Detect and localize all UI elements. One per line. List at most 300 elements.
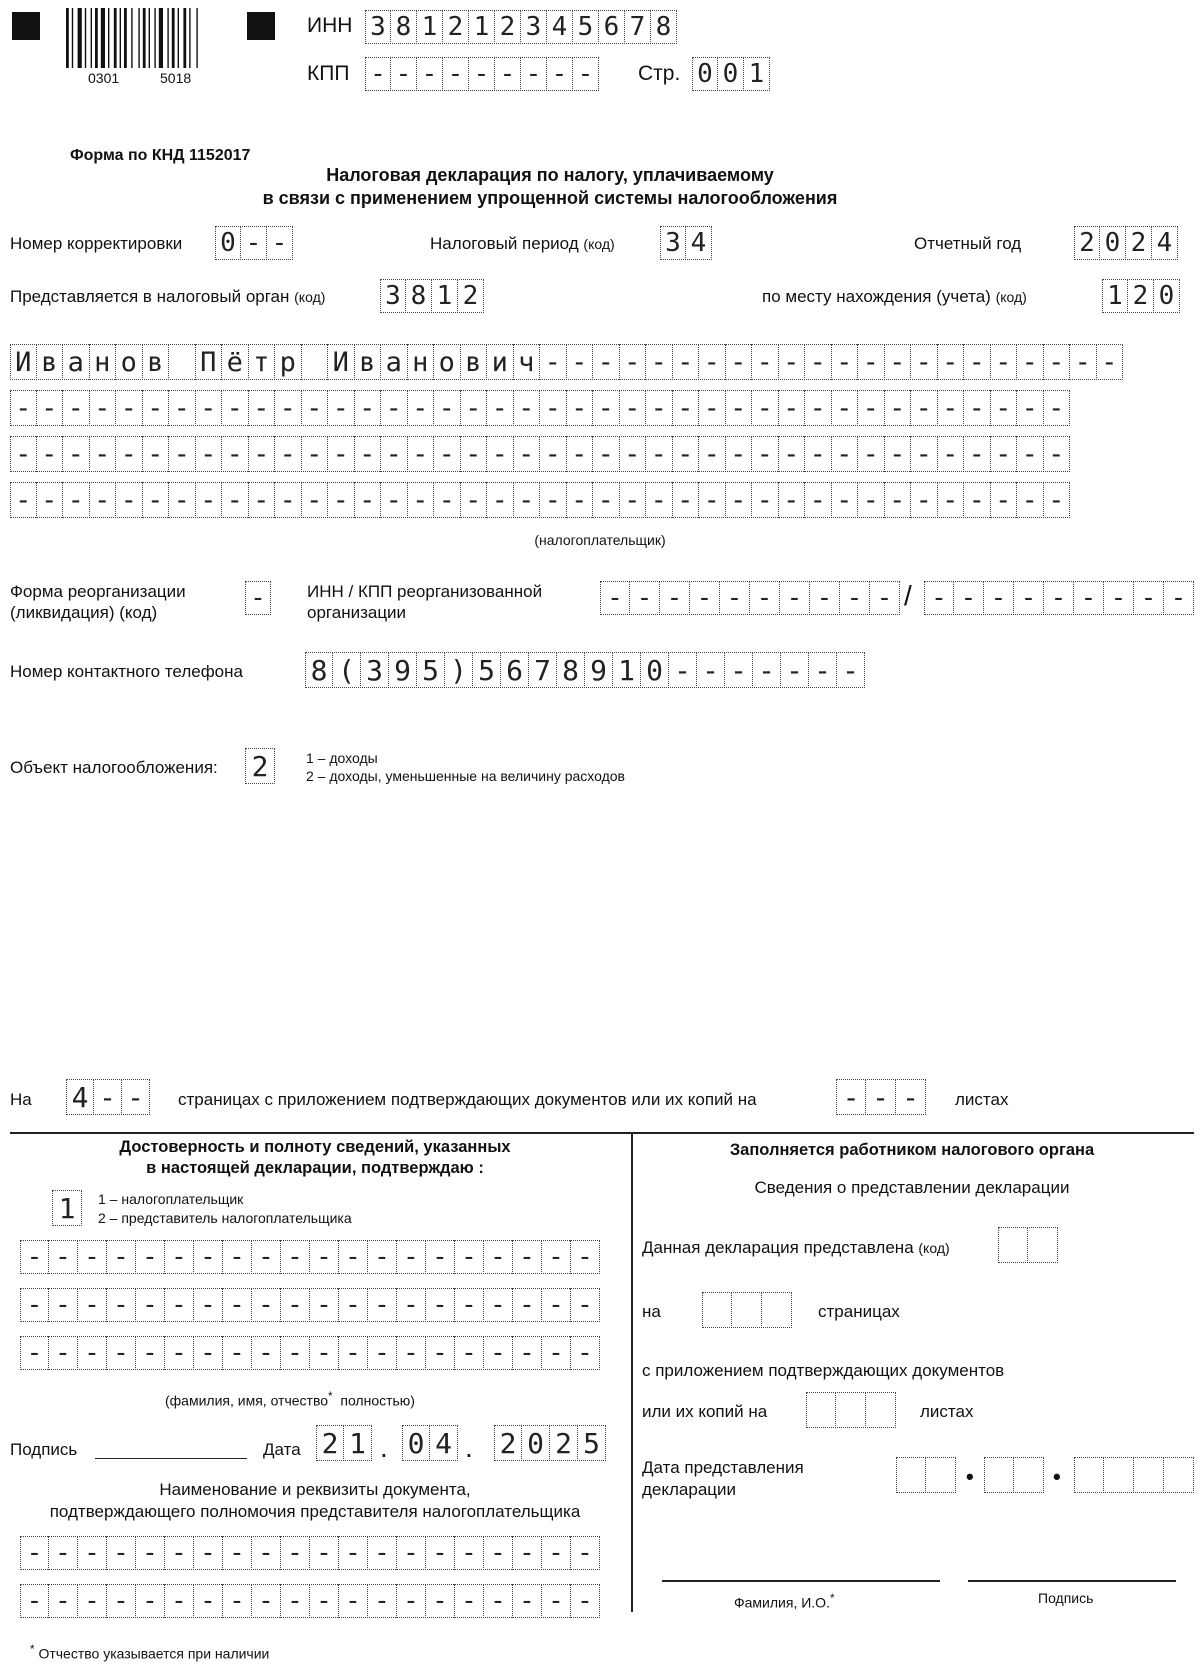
grid-cell[interactable]: П [196,344,223,380]
grid-cell[interactable] [302,344,329,380]
grid-cell[interactable] [1164,1457,1194,1493]
kpp-field[interactable] [365,57,599,91]
grid-cell[interactable]: - [355,390,382,426]
grid-cell[interactable]: - [275,482,302,518]
grid-cell[interactable]: - [542,1584,571,1618]
grid-cell[interactable]: - [252,1536,281,1570]
office-sheets-field[interactable] [806,1392,896,1428]
grid-cell[interactable]: - [339,1536,368,1570]
grid-cell[interactable]: 6 [599,10,625,44]
grid-cell[interactable]: - [513,1288,542,1322]
grid-cell[interactable]: - [885,482,912,518]
grid-cell[interactable]: - [426,1584,455,1618]
grid-cell[interactable]: - [571,1584,600,1618]
grid-cell[interactable]: - [37,390,64,426]
grid-cell[interactable]: - [49,1336,78,1370]
grid-cell[interactable]: - [397,1288,426,1322]
grid-cell[interactable]: - [699,482,726,518]
grid-cell[interactable]: - [673,436,700,472]
grid-cell[interactable]: - [832,436,859,472]
grid-cell[interactable]: 2 [245,748,275,784]
grid-cell[interactable]: - [136,1584,165,1618]
grid-cell[interactable]: - [726,482,753,518]
office-date-year-field[interactable] [1074,1457,1194,1493]
grid-cell[interactable]: - [805,436,832,472]
grid-cell[interactable]: - [646,344,673,380]
grid-cell[interactable]: - [836,1079,866,1115]
grid-cell[interactable]: - [165,1288,194,1322]
grid-cell[interactable]: - [267,226,293,260]
taxpayer-row-1[interactable] [10,344,1123,380]
grid-cell[interactable]: - [281,1584,310,1618]
grid-cell[interactable]: - [984,581,1014,615]
grid-cell[interactable]: - [408,482,435,518]
grid-cell[interactable]: - [136,1536,165,1570]
grid-cell[interactable]: - [571,1288,600,1322]
grid-cell[interactable]: 8 [651,10,677,44]
grid-cell[interactable]: - [169,436,196,472]
grid-cell[interactable]: - [302,436,329,472]
grid-cell[interactable]: а [63,344,90,380]
grid-cell[interactable]: - [275,390,302,426]
grid-cell[interactable]: - [249,482,276,518]
grid-cell[interactable]: - [310,1240,339,1274]
grid-cell[interactable]: - [866,1079,896,1115]
grid-cell[interactable]: - [122,1079,150,1115]
grid-cell[interactable]: - [513,1584,542,1618]
grid-cell[interactable]: - [397,1240,426,1274]
grid-cell[interactable]: ё [222,344,249,380]
taxpayer-row-4[interactable] [10,482,1070,518]
grid-cell[interactable]: 6 [501,652,529,688]
grid-cell[interactable]: 7 [529,652,557,688]
grid-cell[interactable]: И [10,344,37,380]
grid-cell[interactable]: - [455,1336,484,1370]
grid-cell[interactable]: 1 [469,10,495,44]
grid-cell[interactable]: - [116,482,143,518]
grid-cell[interactable]: - [136,1240,165,1274]
grid-cell[interactable]: - [593,390,620,426]
grid-cell[interactable]: - [858,436,885,472]
office-date-month-field[interactable] [984,1457,1044,1493]
grid-cell[interactable] [806,1392,836,1428]
grid-cell[interactable]: - [302,390,329,426]
grid-cell[interactable]: - [461,436,488,472]
grid-cell[interactable]: - [222,482,249,518]
grid-cell[interactable]: - [630,581,660,615]
grid-cell[interactable]: - [194,1288,223,1322]
grid-cell[interactable]: - [513,1536,542,1570]
grid-cell[interactable]: - [10,436,37,472]
grid-cell[interactable]: - [368,1240,397,1274]
grid-cell[interactable]: 1 [744,57,770,91]
grid-cell[interactable]: - [752,482,779,518]
grid-cell[interactable]: 0 [1100,226,1126,260]
grid-cell[interactable]: - [593,482,620,518]
grid-cell[interactable]: - [136,1336,165,1370]
grid-cell[interactable]: - [391,57,417,91]
grid-cell[interactable]: - [310,1288,339,1322]
grid-cell[interactable]: - [196,482,223,518]
grid-cell[interactable]: - [726,436,753,472]
grid-cell[interactable]: - [911,344,938,380]
grid-cell[interactable]: - [223,1584,252,1618]
grid-cell[interactable]: 0 [641,652,669,688]
grid-cell[interactable]: - [542,1536,571,1570]
grid-cell[interactable]: - [495,57,521,91]
grid-cell[interactable]: - [165,1240,194,1274]
grid-cell[interactable]: - [78,1336,107,1370]
grid-cell[interactable]: - [911,436,938,472]
grid-cell[interactable]: - [991,482,1018,518]
grid-cell[interactable]: - [938,482,965,518]
grid-cell[interactable]: - [840,581,870,615]
period-field[interactable] [660,226,712,260]
grid-cell[interactable]: - [484,1584,513,1618]
grid-cell[interactable]: - [600,581,630,615]
grid-cell[interactable]: о [434,344,461,380]
date-day-field[interactable] [316,1425,372,1461]
grid-cell[interactable]: - [964,436,991,472]
grid-cell[interactable]: ( [333,652,361,688]
grid-cell[interactable]: - [252,1240,281,1274]
grid-cell[interactable]: - [1044,390,1071,426]
grid-cell[interactable] [896,1457,926,1493]
grid-cell[interactable]: - [426,1336,455,1370]
office-submitted-field[interactable] [998,1227,1058,1263]
grid-cell[interactable]: - [542,1288,571,1322]
grid-cell[interactable]: - [252,1288,281,1322]
grid-cell[interactable]: - [63,436,90,472]
grid-cell[interactable]: - [620,390,647,426]
grid-cell[interactable]: - [136,1288,165,1322]
grid-cell[interactable]: в [461,344,488,380]
grid-cell[interactable]: - [858,482,885,518]
grid-cell[interactable]: - [521,57,547,91]
grid-cell[interactable]: - [1014,581,1044,615]
grid-cell[interactable]: - [547,57,573,91]
grid-cell[interactable]: - [484,1336,513,1370]
grid-cell[interactable]: - [355,482,382,518]
grid-cell[interactable]: - [697,652,725,688]
grid-cell[interactable]: - [542,1336,571,1370]
grid-cell[interactable]: 0 [718,57,744,91]
grid-cell[interactable]: - [368,1288,397,1322]
grid-cell[interactable]: 3 [660,226,686,260]
grid-cell[interactable]: - [885,390,912,426]
grid-cell[interactable]: - [809,652,837,688]
grid-cell[interactable]: - [328,390,355,426]
grid-cell[interactable]: - [484,1240,513,1274]
grid-cell[interactable]: - [669,652,697,688]
grid-cell[interactable]: - [310,1584,339,1618]
grid-cell[interactable]: - [938,436,965,472]
grid-cell[interactable]: - [169,390,196,426]
grid-cell[interactable] [1074,1457,1104,1493]
grid-cell[interactable]: - [107,1288,136,1322]
grid-cell[interactable]: 2 [550,1425,578,1461]
grid-cell[interactable]: 2 [1074,226,1100,260]
grid-cell[interactable]: - [223,1536,252,1570]
grid-cell[interactable]: - [310,1536,339,1570]
grid-cell[interactable]: - [779,482,806,518]
grid-cell[interactable]: - [1017,482,1044,518]
grid-cell[interactable]: - [78,1240,107,1274]
grid-cell[interactable]: - [571,1336,600,1370]
grid-cell[interactable]: - [275,436,302,472]
grid-cell[interactable]: - [20,1584,49,1618]
grid-cell[interactable]: - [885,436,912,472]
grid-cell[interactable]: - [911,390,938,426]
date-year-field[interactable] [494,1425,606,1461]
grid-cell[interactable]: - [514,436,541,472]
signer-name-row-3[interactable] [20,1336,600,1370]
grid-cell[interactable]: 2 [458,279,484,313]
grid-cell[interactable]: - [1044,344,1071,380]
grid-cell[interactable]: 4 [686,226,712,260]
grid-cell[interactable]: - [49,1240,78,1274]
grid-cell[interactable]: - [381,436,408,472]
grid-cell[interactable]: - [37,482,64,518]
grid-cell[interactable] [1134,1457,1164,1493]
grid-cell[interactable]: - [107,1240,136,1274]
grid-cell[interactable]: - [1017,436,1044,472]
grid-cell[interactable]: - [832,390,859,426]
grid-cell[interactable]: - [805,390,832,426]
grid-cell[interactable]: - [381,390,408,426]
grid-cell[interactable]: - [116,436,143,472]
grid-cell[interactable]: - [78,1536,107,1570]
pages-sheets-field[interactable] [836,1079,926,1115]
grid-cell[interactable] [762,1292,792,1328]
grid-cell[interactable]: - [78,1584,107,1618]
grid-cell[interactable]: - [567,390,594,426]
grid-cell[interactable]: - [690,581,720,615]
grid-cell[interactable]: - [484,1536,513,1570]
grid-cell[interactable]: - [540,344,567,380]
grid-cell[interactable]: 3 [365,10,391,44]
grid-cell[interactable]: - [165,1584,194,1618]
grid-cell[interactable]: 0 [692,57,718,91]
grid-cell[interactable]: И [328,344,355,380]
grid-cell[interactable]: - [954,581,984,615]
grid-cell[interactable]: - [542,1240,571,1274]
grid-cell[interactable]: - [397,1584,426,1618]
grid-cell[interactable]: 4 [1152,226,1178,260]
grid-cell[interactable]: - [434,390,461,426]
grid-cell[interactable]: - [408,390,435,426]
grid-cell[interactable]: - [673,482,700,518]
grid-cell[interactable]: - [222,390,249,426]
grid-cell[interactable]: - [514,482,541,518]
grid-cell[interactable]: - [911,482,938,518]
grid-cell[interactable]: - [223,1336,252,1370]
grid-cell[interactable]: 4 [547,10,573,44]
grid-cell[interactable]: - [455,1536,484,1570]
grid-cell[interactable]: ч [514,344,541,380]
grid-cell[interactable]: - [870,581,900,615]
grid-cell[interactable]: - [10,482,37,518]
grid-cell[interactable]: - [779,436,806,472]
grid-cell[interactable]: 1 [344,1425,372,1461]
grid-cell[interactable]: - [487,482,514,518]
grid-cell[interactable]: н [90,344,117,380]
grid-cell[interactable]: - [991,344,1018,380]
reorg-kpp-field[interactable] [924,581,1194,615]
grid-cell[interactable]: - [339,1336,368,1370]
grid-cell[interactable]: - [1017,390,1044,426]
grid-cell[interactable]: - [567,344,594,380]
grid-cell[interactable]: - [487,390,514,426]
grid-cell[interactable]: 3 [361,652,389,688]
grid-cell[interactable]: - [455,1288,484,1322]
grid-cell[interactable]: - [779,344,806,380]
grid-cell[interactable]: - [196,390,223,426]
grid-cell[interactable]: - [699,344,726,380]
grid-cell[interactable]: - [63,390,90,426]
grid-cell[interactable]: - [241,226,267,260]
grid-cell[interactable]: - [328,482,355,518]
grid-cell[interactable]: - [20,1536,49,1570]
grid-cell[interactable]: - [487,436,514,472]
grid-cell[interactable]: - [49,1584,78,1618]
grid-cell[interactable]: - [1097,344,1124,380]
grid-cell[interactable]: - [49,1288,78,1322]
grid-cell[interactable]: - [805,482,832,518]
grid-cell[interactable] [926,1457,956,1493]
grid-cell[interactable] [836,1392,866,1428]
grid-cell[interactable]: 1 [52,1190,82,1226]
grid-cell[interactable]: - [752,436,779,472]
grid-cell[interactable]: - [810,581,840,615]
grid-cell[interactable]: - [63,482,90,518]
office-pages-field[interactable] [702,1292,792,1328]
grid-cell[interactable]: - [194,1336,223,1370]
grid-cell[interactable]: - [328,436,355,472]
page-number-field[interactable] [692,57,770,91]
grid-cell[interactable]: - [673,344,700,380]
grid-cell[interactable]: - [281,1288,310,1322]
grid-cell[interactable]: - [752,390,779,426]
grid-cell[interactable]: - [426,1288,455,1322]
grid-cell[interactable]: - [1164,581,1194,615]
grid-cell[interactable]: 1 [1102,279,1128,313]
grid-cell[interactable]: - [484,1288,513,1322]
grid-cell[interactable]: 8 [406,279,432,313]
grid-cell[interactable]: - [223,1288,252,1322]
grid-cell[interactable]: ) [445,652,473,688]
grid-cell[interactable]: - [461,482,488,518]
grid-cell[interactable]: - [726,390,753,426]
grid-cell[interactable]: - [281,1240,310,1274]
grid-cell[interactable]: - [397,1336,426,1370]
grid-cell[interactable]: н [408,344,435,380]
grid-cell[interactable]: - [673,390,700,426]
year-field[interactable] [1074,226,1178,260]
doc-row-2[interactable] [20,1584,600,1618]
grid-cell[interactable]: 0 [522,1425,550,1461]
grid-cell[interactable]: - [646,482,673,518]
grid-cell[interactable]: - [339,1288,368,1322]
grid-cell[interactable]: 7 [625,10,651,44]
grid-cell[interactable]: - [964,344,991,380]
grid-cell[interactable]: - [434,436,461,472]
grid-cell[interactable]: - [20,1288,49,1322]
grid-cell[interactable]: - [540,482,567,518]
grid-cell[interactable]: - [469,57,495,91]
grid-cell[interactable]: - [143,436,170,472]
grid-cell[interactable]: - [302,482,329,518]
grid-cell[interactable]: - [991,436,1018,472]
grid-cell[interactable]: - [646,390,673,426]
grid-cell[interactable]: - [750,581,780,615]
grid-cell[interactable]: - [593,344,620,380]
grid-cell[interactable]: - [924,581,954,615]
grid-cell[interactable]: 2 [494,1425,522,1461]
grid-cell[interactable]: - [513,1240,542,1274]
grid-cell[interactable]: - [252,1336,281,1370]
grid-cell[interactable]: - [991,390,1018,426]
grid-cell[interactable]: 1 [417,10,443,44]
signer-name-row-1[interactable] [20,1240,600,1274]
tax-authority-field[interactable] [380,279,484,313]
grid-cell[interactable]: в [143,344,170,380]
grid-cell[interactable] [866,1392,896,1428]
grid-cell[interactable]: 5 [578,1425,606,1461]
grid-cell[interactable]: - [339,1584,368,1618]
grid-cell[interactable]: 2 [443,10,469,44]
grid-cell[interactable]: - [245,581,271,615]
grid-cell[interactable]: - [194,1240,223,1274]
grid-cell[interactable]: - [10,390,37,426]
grid-cell[interactable]: - [252,1584,281,1618]
grid-cell[interactable]: и [487,344,514,380]
grid-cell[interactable]: - [540,390,567,426]
grid-cell[interactable] [732,1292,762,1328]
grid-cell[interactable]: 9 [389,652,417,688]
office-fio-line[interactable] [662,1580,940,1582]
grid-cell[interactable]: 1 [613,652,641,688]
grid-cell[interactable]: - [417,57,443,91]
grid-cell[interactable]: - [381,482,408,518]
grid-cell[interactable]: - [781,652,809,688]
grid-cell[interactable]: - [699,436,726,472]
grid-cell[interactable]: - [194,1584,223,1618]
grid-cell[interactable]: 8 [391,10,417,44]
grid-cell[interactable]: а [381,344,408,380]
taxpayer-row-3[interactable] [10,436,1070,472]
grid-cell[interactable]: - [573,57,599,91]
confirm-field[interactable] [52,1190,82,1226]
grid-cell[interactable]: 4 [430,1425,458,1461]
grid-cell[interactable]: в [37,344,64,380]
grid-cell[interactable]: - [938,344,965,380]
grid-cell[interactable]: - [620,344,647,380]
office-date-day-field[interactable] [896,1457,956,1493]
grid-cell[interactable] [1028,1227,1058,1263]
grid-cell[interactable]: - [620,482,647,518]
grid-cell[interactable]: - [699,390,726,426]
grid-cell[interactable]: - [752,344,779,380]
grid-cell[interactable]: 1 [432,279,458,313]
grid-cell[interactable]: - [49,1536,78,1570]
grid-cell[interactable]: 8 [557,652,585,688]
grid-cell[interactable]: - [143,390,170,426]
grid-cell[interactable]: - [281,1536,310,1570]
grid-cell[interactable]: 2 [495,10,521,44]
grid-cell[interactable]: - [1074,581,1104,615]
grid-cell[interactable] [169,344,196,380]
